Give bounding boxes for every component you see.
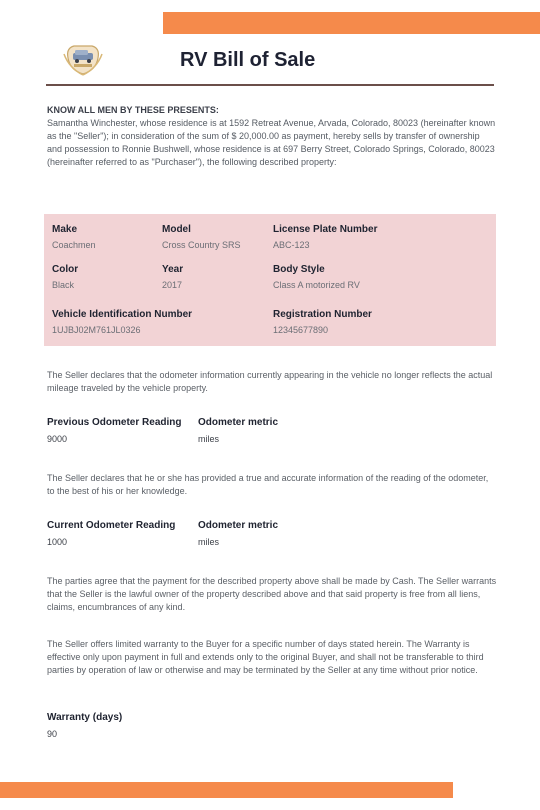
odometer-metric-value-2: miles xyxy=(198,537,220,547)
current-odometer-label: Current Odometer Reading xyxy=(47,520,176,531)
odometer-metric-value-1: miles xyxy=(198,434,220,444)
year-label: Year xyxy=(162,264,184,275)
intro-heading: KNOW ALL MEN BY THESE PRESENTS: xyxy=(47,105,219,115)
intro-section xyxy=(47,104,497,169)
previous-odometer-value: 9000 xyxy=(47,434,68,444)
color-cell xyxy=(52,264,78,290)
current-odometer-value: 1000 xyxy=(47,537,68,547)
registration-label: Registration Number xyxy=(273,309,372,320)
odometer-metric-field-1 xyxy=(198,417,278,444)
odometer-declaration-2: The Seller declares that he or she has provided a true and accurate information of the reading of the odometer, to the best of his or her knowledge. xyxy=(47,473,489,496)
registration-cell xyxy=(273,309,372,335)
car-emblem-logo-icon xyxy=(60,40,106,78)
vin-cell xyxy=(52,309,192,335)
bottom-accent-bar xyxy=(0,782,453,798)
model-value: Cross Country SRS xyxy=(162,240,241,250)
body-style-cell xyxy=(273,264,360,290)
warranty-terms: The Seller offers limited warranty to the Buyer for a specific number of days stated herein. The Warranty is effective only upon payment in full and extends only to the original Buyer, and shall not be transferable to third parties by operation of law or otherwise and may be terminated by the Seller at any time without prior notice. xyxy=(47,639,484,675)
odometer-declaration-1: The Seller declares that the odometer information currently appearing in the vehicle no longer reflects the actual mileage traveled by the vehicle property. xyxy=(47,370,493,393)
warranty-label: Warranty (days) xyxy=(47,712,123,723)
plate-cell xyxy=(273,224,377,250)
top-accent-bar xyxy=(163,12,540,34)
current-odometer-field xyxy=(47,520,175,547)
previous-odometer-field xyxy=(47,417,181,444)
warranty-field xyxy=(47,712,122,739)
body-style-value: Class A motorized RV xyxy=(273,280,360,290)
model-label: Model xyxy=(162,224,191,235)
vin-label: Vehicle Identification Number xyxy=(52,309,193,320)
odometer-metric-label-2: Odometer metric xyxy=(198,520,279,531)
payment-terms: The parties agree that the payment for the described property above shall be made by Cash. The Seller warrants that the Seller is the lawful owner of the property described above and that said property is free from all liens, claims, encumbrances of any kind. xyxy=(47,576,497,612)
title-divider xyxy=(46,84,494,86)
year-value: 2017 xyxy=(162,280,183,290)
color-label: Color xyxy=(52,264,79,275)
odometer-metric-label-1: Odometer metric xyxy=(198,417,279,428)
plate-label: License Plate Number xyxy=(273,224,378,235)
intro-text: Samantha Winchester, whose residence is at 1592 Retreat Avenue, Arvada, Colorado, 80023 (hereinafter known as the "Seller"); in consideration of the sum of $ 20,000.00 as payment, hereby sells by transfer of ownership and possession to Ronnie Bushwell, whose residence is at 697 Berry Street, Colorado Springs, Colorado, 80023 (hereinafter referred to as "Purchaser"), the following described property: xyxy=(47,118,496,167)
make-cell xyxy=(52,224,96,250)
previous-odometer-label: Previous Odometer Reading xyxy=(47,417,182,428)
registration-value: 12345677890 xyxy=(273,325,329,335)
year-cell xyxy=(162,264,183,290)
page-title: RV Bill of Sale xyxy=(180,49,316,71)
color-value: Black xyxy=(52,280,75,290)
warranty-value: 90 xyxy=(47,729,58,739)
odometer-metric-field-2 xyxy=(198,520,278,547)
vehicle-details-box xyxy=(44,214,496,346)
model-cell xyxy=(162,224,241,250)
make-value: Coachmen xyxy=(52,240,96,250)
make-label: Make xyxy=(52,224,78,235)
plate-value: ABC-123 xyxy=(273,240,310,250)
body-style-label: Body Style xyxy=(273,264,325,275)
vin-value: 1UJBJ02M761JL0326 xyxy=(52,325,141,335)
